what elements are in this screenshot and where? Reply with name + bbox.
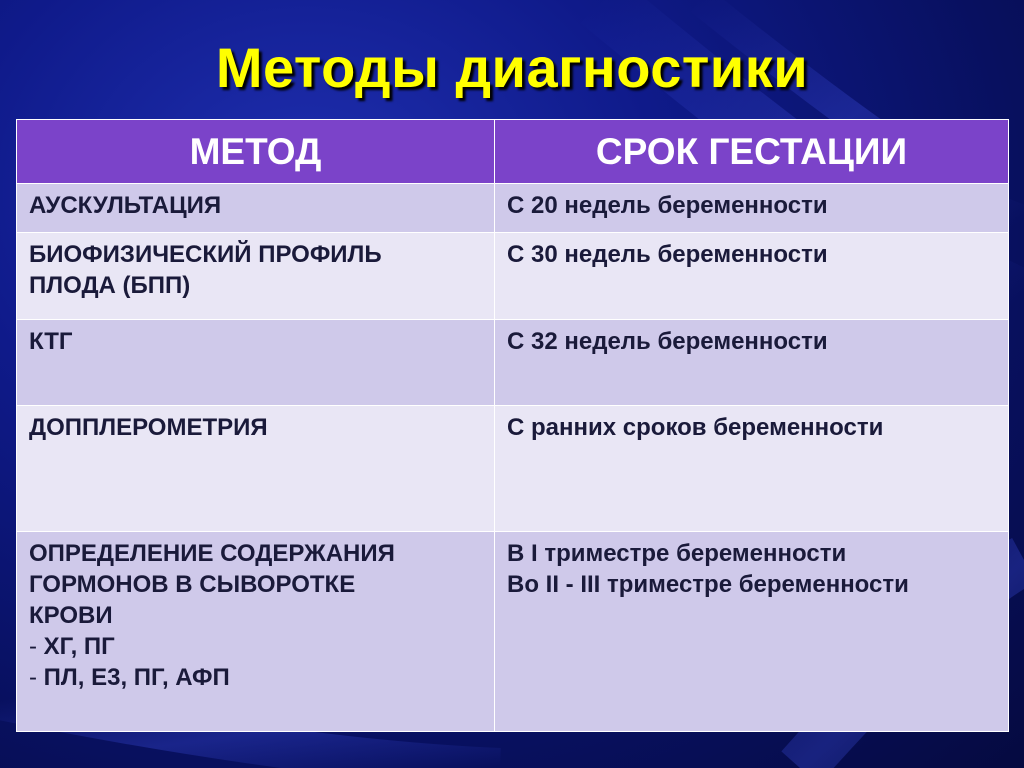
method-text: ГОРМОНОВ В СЫВОРОТКЕ — [29, 571, 356, 598]
term-cell — [495, 184, 1009, 233]
term-cell — [495, 406, 1009, 532]
dash-bullet: - — [29, 664, 37, 691]
table-row — [17, 320, 1009, 406]
sub-item-text: ПЛ, Е3, ПГ, АФП — [43, 664, 230, 691]
method-text: ДОППЛЕРОМЕТРИЯ — [29, 414, 268, 441]
method-text: БИОФИЗИЧЕСКИЙ ПРОФИЛЬ — [29, 241, 382, 268]
method-text: КРОВИ — [29, 602, 113, 629]
table-header-row — [17, 120, 1009, 184]
term-cell — [495, 532, 1009, 732]
table-row — [17, 406, 1009, 532]
term-text: В I триместре беременности — [507, 540, 847, 567]
sub-item-text: ХГ, ПГ — [43, 633, 115, 660]
method-cell — [17, 233, 495, 320]
method-text: ОПРЕДЕЛЕНИЕ СОДЕРЖАНИЯ — [29, 540, 395, 567]
sub-item — [29, 631, 482, 662]
term-cell — [495, 233, 1009, 320]
slide-title: Методы диагностики — [215, 36, 809, 99]
method-text: АУСКУЛЬТАЦИЯ — [29, 192, 222, 219]
method-text: ПЛОДА (БПП) — [29, 272, 191, 299]
term-text: С ранних сроков беременности — [507, 414, 884, 441]
sub-item — [29, 662, 482, 693]
table-row — [17, 184, 1009, 233]
term-text: С 20 недель беременности — [507, 192, 828, 219]
method-cell — [17, 406, 495, 532]
term-text: С 32 недель беременности — [507, 328, 828, 355]
method-text: КТГ — [29, 328, 73, 355]
table-row — [17, 233, 1009, 320]
diagnostics-table — [16, 119, 1009, 732]
term-text: С 30 недель беременности — [507, 241, 828, 268]
header-method: МЕТОД — [17, 120, 495, 184]
header-gestation-term: СРОК ГЕСТАЦИИ — [495, 120, 1009, 184]
method-cell — [17, 320, 495, 406]
term-cell — [495, 320, 1009, 406]
term-text: Во II - III триместре беременности — [507, 571, 909, 598]
method-cell — [17, 184, 495, 233]
table-row — [17, 532, 1009, 732]
dash-bullet: - — [29, 633, 37, 660]
method-cell — [17, 532, 495, 732]
